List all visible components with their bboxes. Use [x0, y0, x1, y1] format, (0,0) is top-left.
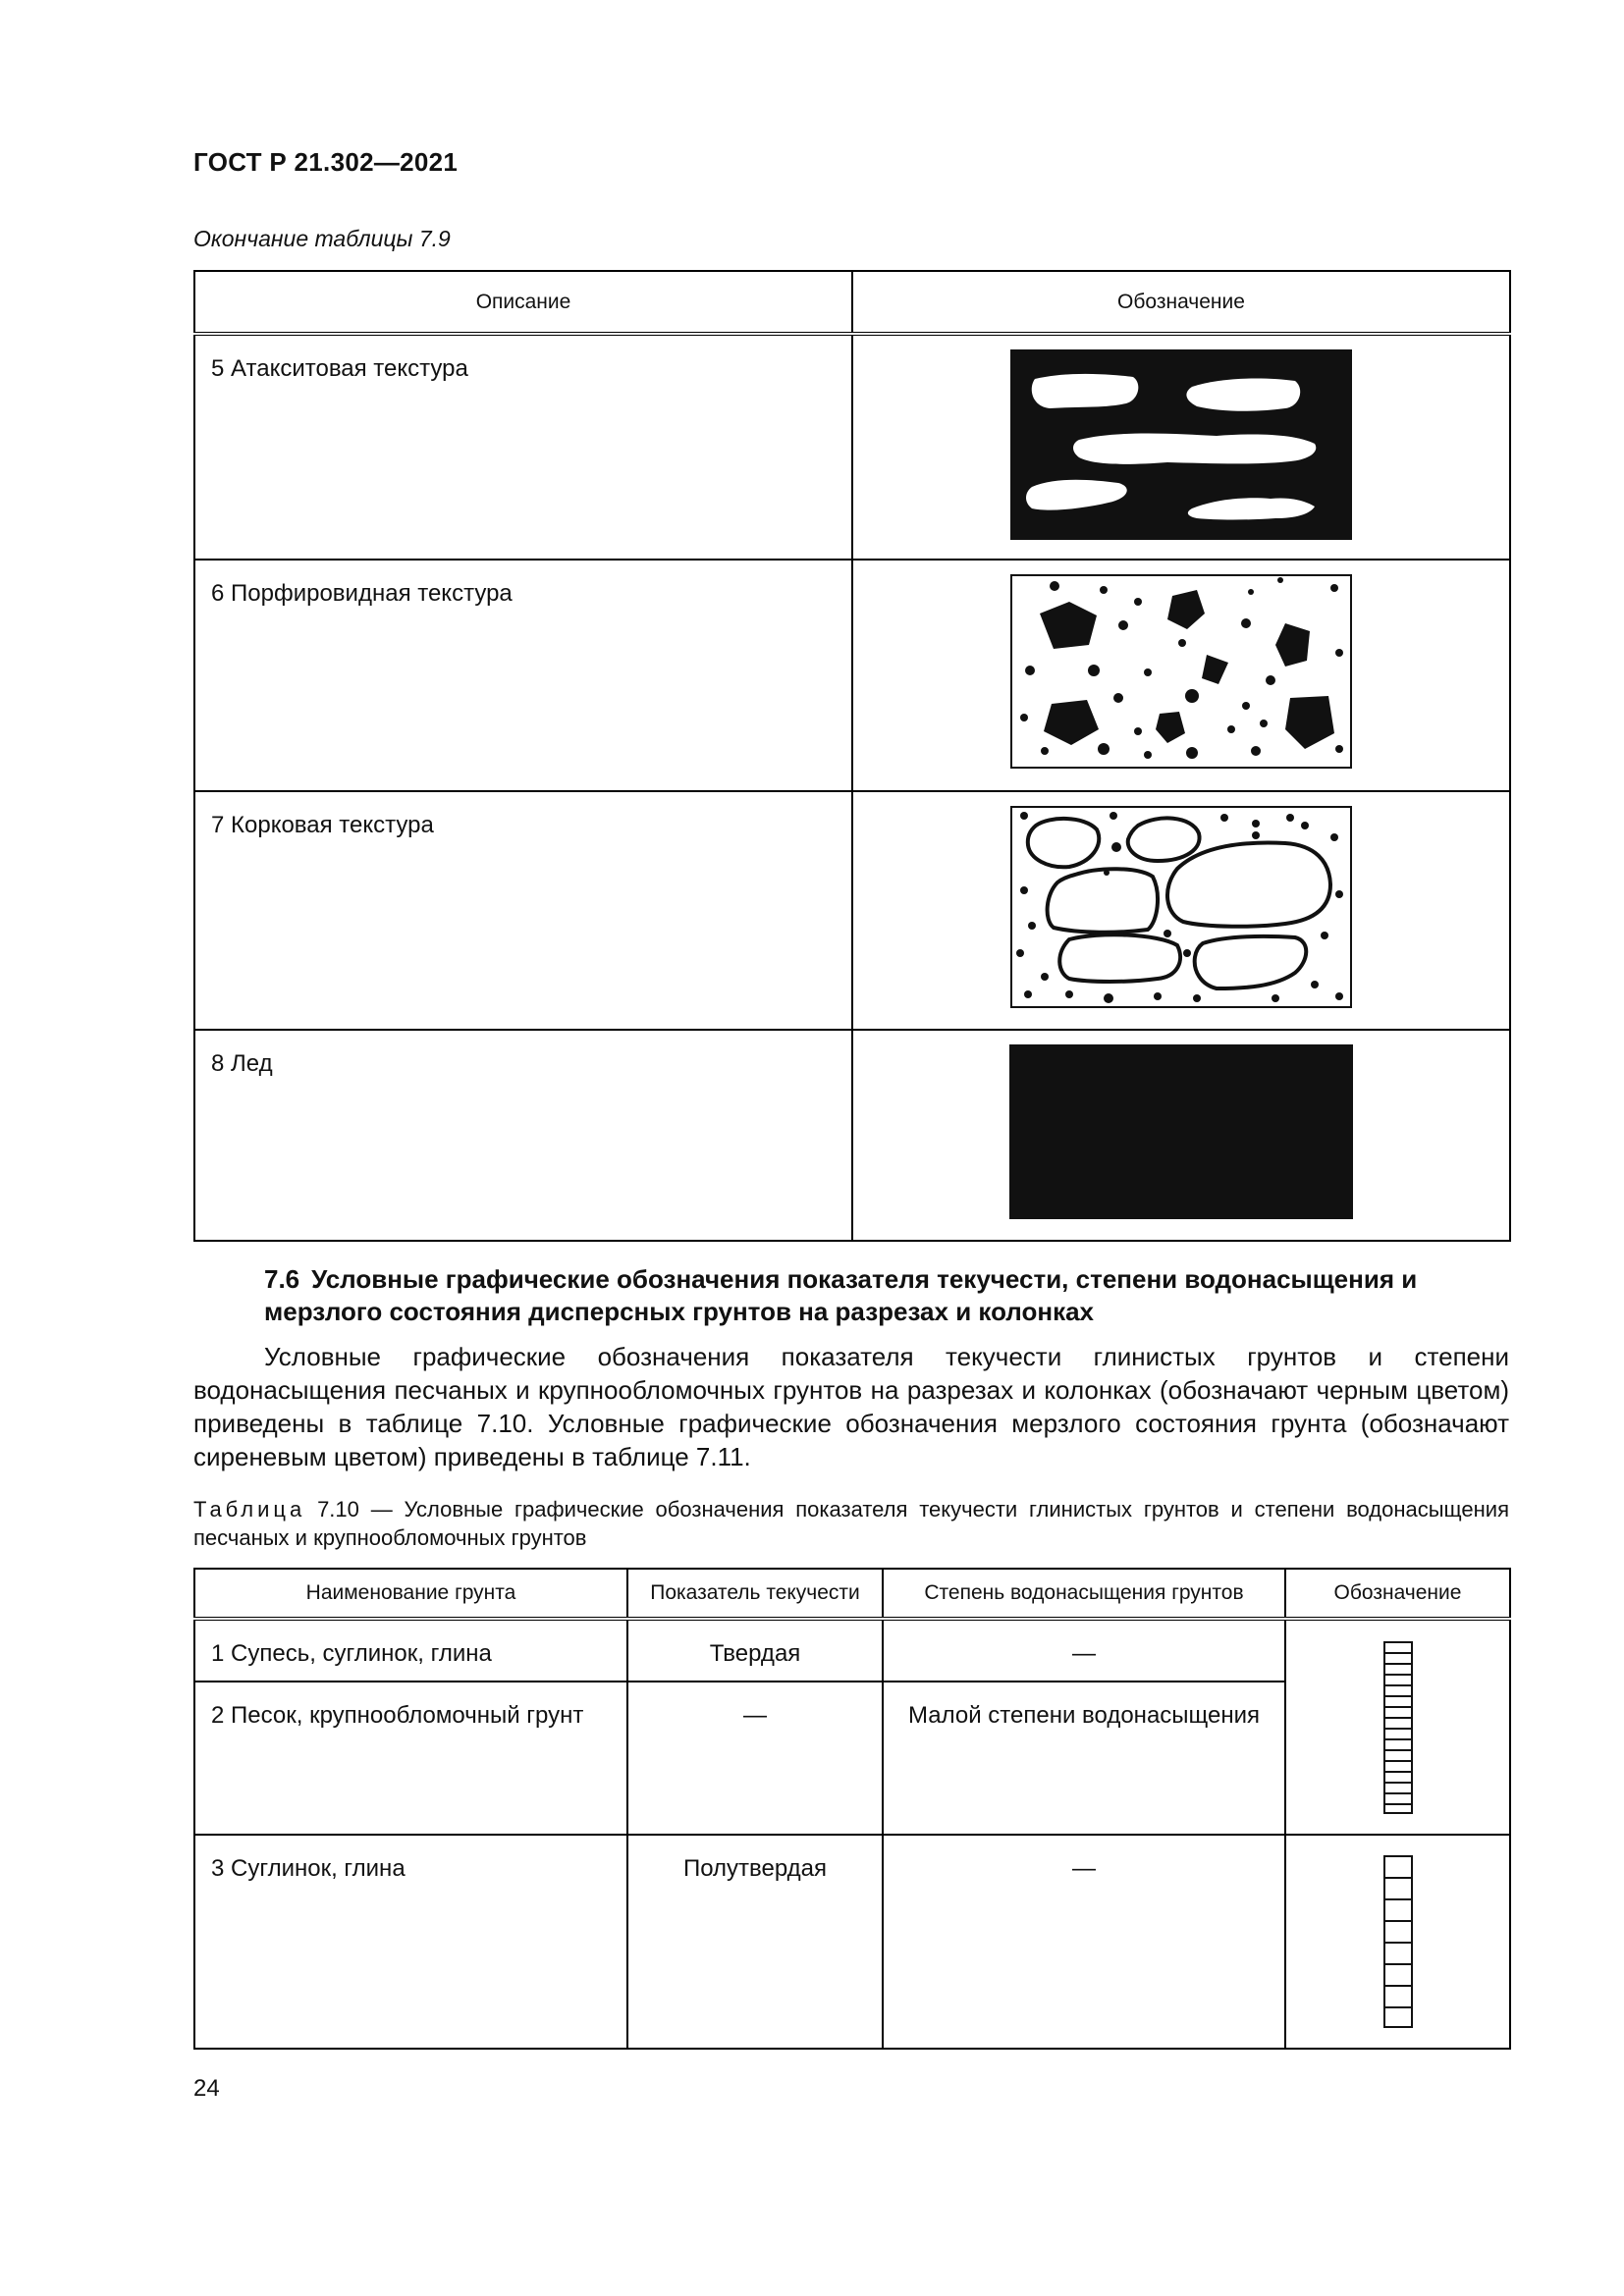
symbol-cell — [852, 560, 1510, 791]
table-caption-text: 7.10 — Условные графические обозначения показателя текучести глинистых грунтов и степени водонасыщения песчаных и крупнообломочных грунтов — [193, 1497, 1509, 1550]
column-header-symbol: Обозначение — [1285, 1569, 1510, 1619]
table-row-description: 7 Корковая текстура — [194, 791, 852, 1030]
table-row-fluidity: Полутвердая — [627, 1835, 883, 2049]
symbol-cell — [1285, 1619, 1510, 1835]
column-header-soil-name: Наименование грунта — [194, 1569, 627, 1619]
table-7-10-caption — [193, 1495, 1509, 1552]
table-7-10 — [193, 1568, 1511, 2050]
table-row-saturation: Малой степени водонасыщения — [883, 1682, 1285, 1835]
ice-symbol-icon — [1009, 1044, 1353, 1219]
symbol-cell — [852, 1030, 1510, 1241]
table-row-name: 1 Супесь, суглинок, глина — [194, 1619, 627, 1682]
table-7-9 — [193, 270, 1511, 1242]
table-row-fluidity: — — [627, 1682, 883, 1835]
section-heading — [264, 1263, 1509, 1328]
table-row-saturation: — — [883, 1835, 1285, 2049]
page-number: 24 — [193, 2075, 220, 2102]
symbol-cell — [1285, 1835, 1510, 2049]
column-header-description: Описание — [194, 271, 852, 334]
symbol-cell — [852, 791, 1510, 1030]
porphyroid-texture-icon — [1010, 574, 1352, 769]
semi-hard-column-icon — [1383, 1855, 1413, 2028]
table-row-name: 2 Песок, крупнообломочный грунт — [194, 1682, 627, 1835]
column-header-saturation: Степень водонасыщения грунтов — [883, 1569, 1285, 1619]
table-row-description: 6 Порфировидная текстура — [194, 560, 852, 791]
table-label: Таблица — [193, 1497, 306, 1522]
table-7-9-caption: Окончание таблицы 7.9 — [193, 226, 451, 251]
column-header-symbol: Обозначение — [852, 271, 1510, 334]
ataxitic-texture-icon — [1010, 349, 1352, 540]
table-row-fluidity: Твердая — [627, 1619, 883, 1682]
document-code: ГОСТ Р 21.302—2021 — [193, 147, 459, 177]
solid-hard-column-icon — [1383, 1641, 1413, 1814]
table-row-saturation: — — [883, 1619, 1285, 1682]
section-title: Условные графические обозначения показателя текучести, степени водонасыщения и мерзлого состояния дисперсных грунтов на разрезах и колонках — [264, 1264, 1418, 1326]
crust-texture-icon — [1010, 806, 1352, 1008]
table-row-description: 5 Атакситовая текстура — [194, 334, 852, 560]
section-paragraph: Условные графические обозначения показателя текучести глинистых грунтов и степени водонасыщения песчаных и крупнообломочных грунтов на разрезах и колонках (обозначают черным цветом) приведены в таблице 7.10. Условные графические обозначения мерзлого состояния грунта (обозначают сиреневым цветом) приведены в таблице 7.11. — [193, 1342, 1509, 1471]
table-row-description: 8 Лед — [194, 1030, 852, 1241]
column-header-fluidity: Показатель текучести — [627, 1569, 883, 1619]
table-row-name: 3 Суглинок, глина — [194, 1835, 627, 2049]
section-number: 7.6 — [264, 1264, 300, 1294]
symbol-cell — [852, 334, 1510, 560]
